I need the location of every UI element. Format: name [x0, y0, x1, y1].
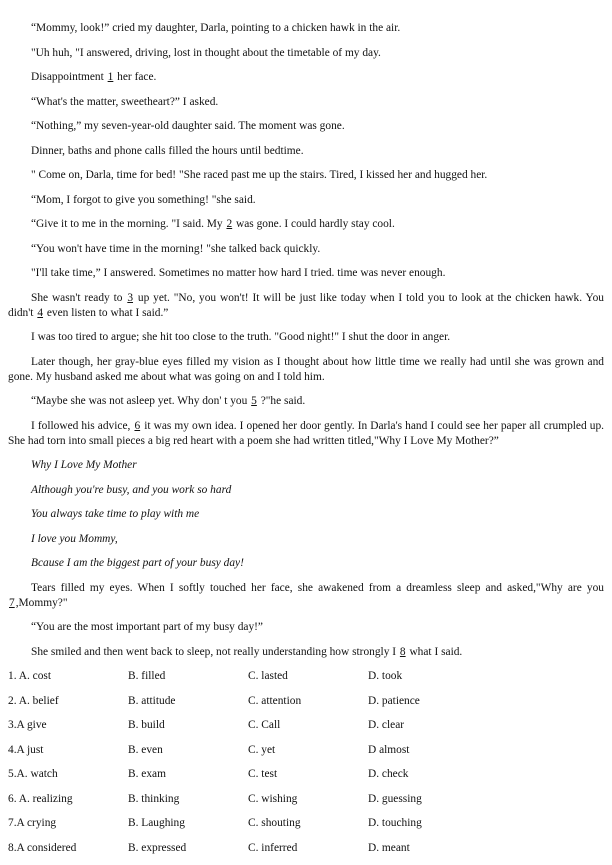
paragraph: [8, 645, 604, 660]
option-choice: B. thinking: [128, 792, 248, 807]
paragraph-text: what I said.: [407, 646, 463, 658]
paragraph-text: it was my own idea. I opened her door gently. In Darla's hand I could see her paper all crumpled up. She had torn into small pieces a big red heart with a poem she had written titled,"Why I Love My Mother?”: [8, 420, 604, 447]
paragraph-text: I was too tired to argue; she hit too close to the truth. "Good night!" I shut the door in anger.: [31, 331, 450, 343]
paragraph-text: ,Mommy?": [16, 597, 68, 609]
paragraph-text: ?"he said.: [258, 395, 305, 407]
paragraph-text: was gone. I could hardly stay cool.: [233, 218, 395, 230]
paragraph: [8, 355, 604, 385]
paragraph: [8, 95, 604, 110]
option-choice: B. build: [128, 718, 248, 733]
paragraph-text: “You are the most important part of my busy day!”: [31, 621, 263, 633]
poem-line: Bcause I am the biggest part of your busy day!: [8, 556, 604, 571]
option-choice: B. filled: [128, 669, 248, 684]
option-row: [8, 767, 604, 792]
paragraph-text: even listen to what I said.”: [44, 307, 168, 319]
paragraph-text: She wasn't ready to: [31, 292, 126, 304]
option-row: [8, 694, 604, 719]
option-choice: B. even: [128, 743, 248, 758]
option-choice: C. attention: [248, 694, 368, 709]
poem-line: I love you Mommy,: [8, 532, 604, 547]
paragraph-text: “Mommy, look!” cried my daughter, Darla, pointing to a chicken hawk in the air.: [31, 22, 400, 34]
blank-number: 2: [225, 218, 233, 230]
option-choice: D. clear: [368, 718, 488, 733]
option-choice: C. shouting: [248, 816, 368, 831]
paragraph-text: Later though, her gray-blue eyes filled my vision as I thought about how little time we really had until she was grown and gone. My husband asked me about what was going on and I told him.: [8, 356, 604, 383]
option-choice: B. attitude: [128, 694, 248, 709]
poem-line: Why I Love My Mother: [8, 458, 604, 473]
story-closing: [8, 581, 604, 660]
paragraph-text: up yet. "No, you won't! It will be just like today when I told you to look at the chicken hawk. You didn't: [8, 292, 604, 319]
paragraph: [8, 394, 604, 409]
paragraph-text: "Uh huh, "I answered, driving, lost in thought about the timetable of my day.: [31, 47, 381, 59]
option-choice: 4.A just: [8, 743, 128, 758]
poem: [8, 458, 604, 571]
paragraph-text: “Mom, I forgot to give you something! "she said.: [31, 194, 256, 206]
paragraph-text: “Give it to me in the morning. "I said. My: [31, 218, 225, 230]
paragraph: [8, 144, 604, 159]
paragraph: [8, 217, 604, 232]
option-choice: C. Call: [248, 718, 368, 733]
option-row: [8, 669, 604, 694]
blank-number: 8: [399, 646, 407, 658]
option-choice: C. yet: [248, 743, 368, 758]
paragraph-text: Dinner, baths and phone calls filled the hours until bedtime.: [31, 145, 304, 157]
option-choice: D. guessing: [368, 792, 488, 807]
option-choice: D almost: [368, 743, 488, 758]
option-choice: 1. A. cost: [8, 669, 128, 684]
blank-number: 3: [126, 292, 134, 304]
paragraph: [8, 620, 604, 635]
option-choice: B. expressed: [128, 841, 248, 856]
paragraph: [8, 193, 604, 208]
option-choice: D. check: [368, 767, 488, 782]
option-choice: D. meant: [368, 841, 488, 856]
paragraph-text: “Nothing,” my seven-year-old daughter said. The moment was gone.: [31, 120, 345, 132]
paragraph: [8, 70, 604, 85]
option-choice: 5.A. watch: [8, 767, 128, 782]
option-choice: D. touching: [368, 816, 488, 831]
option-row: [8, 792, 604, 817]
option-choice: C. wishing: [248, 792, 368, 807]
option-choice: 7.A crying: [8, 816, 128, 831]
option-choice: 3.A give: [8, 718, 128, 733]
story-text: [8, 21, 604, 449]
option-choice: C. lasted: [248, 669, 368, 684]
poem-line: You always take time to play with me: [8, 507, 604, 522]
option-choice: D. took: [368, 669, 488, 684]
blank-number: 5: [250, 395, 258, 407]
document-page: [8, 21, 604, 865]
paragraph-text: "I'll take time,” I answered. Sometimes no matter how hard I tried. time was never enough.: [31, 267, 445, 279]
option-choice: 6. A. realizing: [8, 792, 128, 807]
paragraph-text: “What's the matter, sweetheart?” I asked.: [31, 96, 218, 108]
paragraph: [8, 581, 604, 611]
option-choice: B. exam: [128, 767, 248, 782]
paragraph-text: I followed his advice,: [31, 420, 133, 432]
paragraph-text: She smiled and then went back to sleep, not really understanding how strongly I: [31, 646, 399, 658]
option-choice: 8.A considered: [8, 841, 128, 856]
paragraph-text: her face.: [114, 71, 156, 83]
option-choice: C. test: [248, 767, 368, 782]
paragraph: [8, 46, 604, 61]
paragraph: [8, 419, 604, 449]
blank-number: 4: [36, 307, 44, 319]
paragraph-text: Tears filled my eyes. When I softly touched her face, she awakened from a dreamless sleep and asked,"Why are you: [31, 582, 604, 594]
paragraph: [8, 330, 604, 345]
paragraph: [8, 21, 604, 36]
blank-number: 7: [8, 597, 16, 609]
paragraph-text: “You won't have time in the morning! "she talked back quickly.: [31, 243, 320, 255]
blank-number: 6: [133, 420, 141, 432]
option-row: [8, 718, 604, 743]
paragraph-text: “Maybe she was not asleep yet. Why don' t you: [31, 395, 250, 407]
paragraph: [8, 242, 604, 257]
paragraph: [8, 119, 604, 134]
answer-options: [8, 669, 604, 865]
paragraph: [8, 291, 604, 321]
option-row: [8, 816, 604, 841]
option-row: [8, 743, 604, 768]
option-choice: B. Laughing: [128, 816, 248, 831]
paragraph: [8, 168, 604, 183]
option-choice: D. patience: [368, 694, 488, 709]
option-choice: C. inferred: [248, 841, 368, 856]
option-row: [8, 841, 604, 865]
paragraph: [8, 266, 604, 281]
paragraph-text: " Come on, Darla, time for bed! "She raced past me up the stairs. Tired, I kissed her and hugged her.: [31, 169, 487, 181]
poem-line: Although you're busy, and you work so hard: [8, 483, 604, 498]
blank-number: 1: [107, 71, 115, 83]
option-choice: 2. A. belief: [8, 694, 128, 709]
paragraph-text: Disappointment: [31, 71, 107, 83]
